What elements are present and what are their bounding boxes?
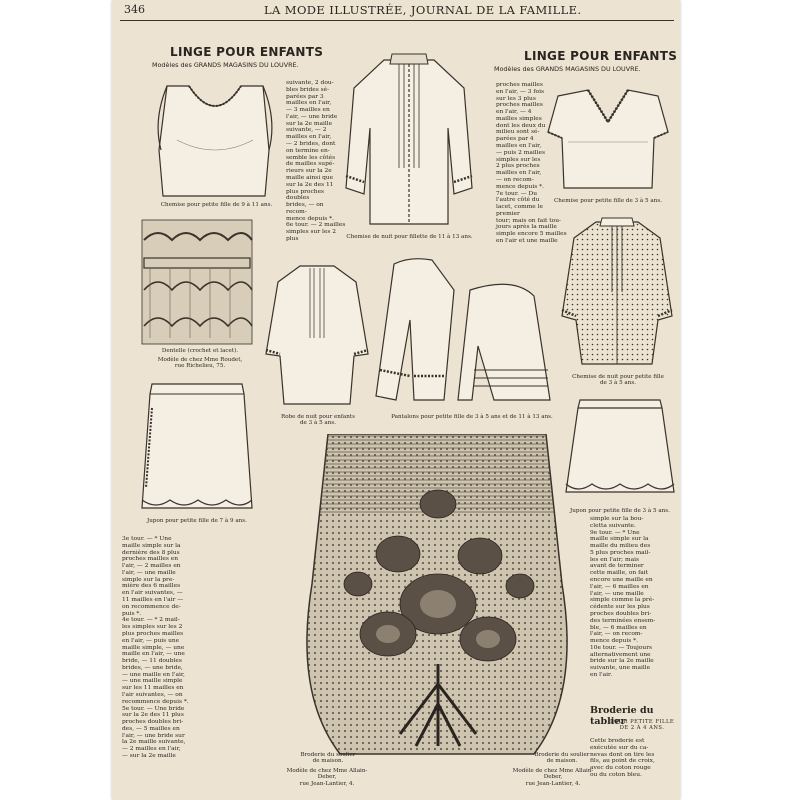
running-head: LA MODE ILLUSTRÉE, JOURNAL DE LA FAMILLE. bbox=[264, 3, 582, 17]
caption-pantalons: Pantalons pour petite fille de 3 à 5 ans et de 11 à 13 ans. bbox=[391, 414, 553, 420]
journal-page bbox=[112, 0, 680, 800]
caption-chemise-nuit-3-5: Chemise de nuit pour petite fille de 3 à 5 ans. bbox=[572, 374, 664, 387]
caption-jupon-3-5: Jupon pour petite fille de 3 à 5 ans. bbox=[570, 508, 670, 514]
caption-chemise-3-5: Chemise pour petite fille de 3 à 5 ans. bbox=[554, 198, 662, 204]
caption-robe-nuit: Robe de nuit pour enfants de 3 à 5 ans. bbox=[281, 414, 355, 427]
caption-broderie-left-maison: Modèle de chez Mme Allain-Deber, rue Jean-Lantier, 4. bbox=[286, 768, 368, 787]
chemise-9-11-illustration bbox=[147, 80, 282, 200]
caption-broderie-right: Broderie du soulier de maison. bbox=[534, 752, 590, 765]
text-column-c: 3e tour. — * Une maille simple sur la dernière des 8 plus proches mailles en l'air, — 2 mailles en l'air, — une maille simple sur la pre- mière des 6 mailles en l'air suivantes, — 11 mailles en l'air — on recommence de- puis *. 4e tour. — * 2 mail- les simples sur les 2 plus proches mailles en l'air, — puis une maille simple, — une maille en l'air, — une bride, — 11 doubles brides, — une bride, — une maille en l'air, — une maille simple sur les 11 mailles en l'air suivantes, — on recommence depuis *. 5e tour. — Une bride sur la 2e des 11 plus proches doubles bri- des, — 5 mailles en l'air, — une bride sur la 2e maille suivante, — 2 mailles en l'air, — sur la 2e maille bbox=[122, 536, 189, 759]
embroidery-title: Broderie du tablier bbox=[590, 705, 654, 727]
header-rule bbox=[120, 20, 674, 21]
broderie-illustration bbox=[288, 434, 586, 756]
jupon-7-9-illustration bbox=[138, 378, 256, 514]
page-number: 346 bbox=[124, 3, 145, 16]
caption-chemise-nuit-11-13: Chemise de nuit pour fillette de 11 à 13 ans. bbox=[346, 234, 473, 240]
robe-nuit-illustration bbox=[264, 258, 370, 408]
pantalons-illustration bbox=[374, 250, 552, 410]
caption-dentelle: Dentelle (crochet et lacet). bbox=[161, 348, 239, 354]
dentelle-illustration bbox=[140, 218, 254, 346]
caption-chemise-9-11: Chemise pour petite fille de 9 à 11 ans. bbox=[160, 202, 273, 208]
embroidery-text: Cette broderie est exécutée sur du ca- nevas dont on tire les fils, au point de croix, avec du coton rouge ou du coton bleu. bbox=[590, 738, 655, 778]
left-section-title: LINGE POUR ENFANTS bbox=[170, 45, 324, 59]
left-section-subtitle: Modèles des GRANDS MAGASINS DU LOUVRE. bbox=[152, 61, 299, 69]
embroidery-subtitle: POUR PETITE FILLE DE 2 À 4 ANS. bbox=[610, 719, 675, 731]
right-section-subtitle: Modèles des GRANDS MAGASINS DU LOUVRE. bbox=[494, 65, 641, 73]
chemise-nuit-3-5-illustration bbox=[560, 212, 674, 368]
caption-broderie-right-maison: Modèle de chez Mme Allain-Deber, rue Jean-Lantier, 4. bbox=[512, 768, 594, 787]
text-column-b: proches mailles en l'air, — 3 fois sur les 3 plus proches mailles en l'air, — 4 mailles simples dont les deux du milieu sont sé- parées par 4 mailles en l'air, — puis 2 mailles simples sur les 2 plus proches mailles en l'air, — on recom- mence depuis *. 7e tour. — Du l'autre côté du lacet, comme le premier tour; mais on fait tou- jours après la maille simple encore 5 mailles en l'air et une maille bbox=[496, 82, 567, 244]
right-section-title: LINGE POUR ENFANTS bbox=[524, 49, 678, 63]
caption-jupon-7-9: Jupon pour petite fille de 7 à 9 ans. bbox=[147, 518, 247, 524]
chemise-nuit-11-13-illustration bbox=[344, 48, 474, 228]
caption-broderie-left: Broderie du soulier de maison. bbox=[300, 752, 356, 765]
caption-dentelle-maison: Modèle de chez Mme Roudet, rue Richelieu, 75. bbox=[157, 357, 243, 370]
text-column-d: simple sur la bou- cletta suivante. 9e tour. — * Une maille simple sur la maille du milieu des 5 plus proches mail- les en l'air; mais avant de terminer cette maille, on fait encore une maille en l'air, — 6 mailles en l'air, — une maille simple comme la pré- cédente sur les plus proches doubles bri- des terminées ensem- ble, — 6 mailles en l'air, — on recom- mence depuis *. 10e tour. — Toujours alternativement une bride sur la 2e maille suivante, une maille en l'air. bbox=[590, 516, 656, 678]
text-column-a: suivante, 2 dou- bles brides sé- parées par 3 mailles en l'air, — 3 mailles en l'air, — une bride sur la 2e maille suivante, — 2 mailles en l'air, — 2 brides, dont on termine en- semble les côtés de mailles supé- rieurs sur la 2e maille ainsi que sur la 2e des 11 plus proches doubles brides, — on recom- mence depuis *. 6e tour. — 2 mailles simples sur les 2 plus bbox=[286, 80, 346, 242]
chemise-3-5-illustration bbox=[544, 82, 672, 194]
